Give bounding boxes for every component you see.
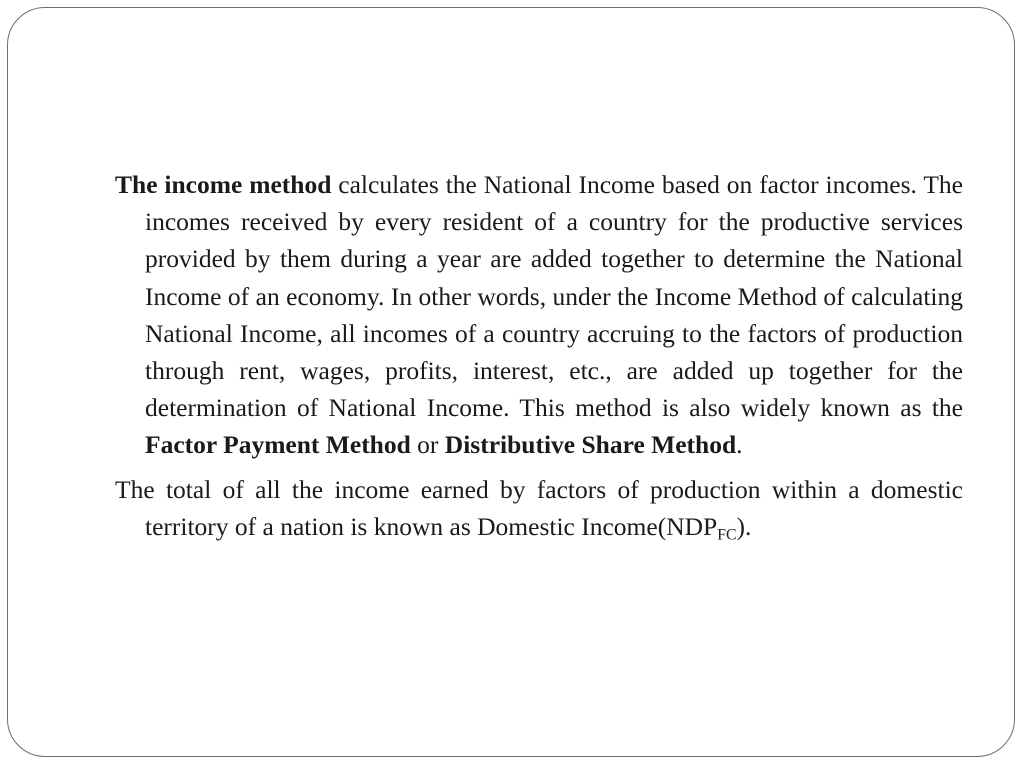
factor-payment-method-term: Factor Payment Method bbox=[145, 430, 411, 460]
income-method-description: calculates the National Income based on factor incomes. The incomes received by every resident of a country for the productive services provided by them during a year are added together to determine the National Income of an economy. In other words, under the Income Method of calculating National Income, all incomes of a country accruing to the factors of production through rent, wages, profits, interest, etc., are added up together for the determination of National Income. This method is also widely known as the bbox=[145, 170, 963, 423]
sentence-end: . bbox=[736, 430, 743, 460]
domestic-income-text: The total of all the income earned by factors of production within a domestic territory of a nation is known as Domestic Income(NDP bbox=[115, 474, 963, 541]
income-method-heading: The income method bbox=[115, 170, 332, 199]
slide-body bbox=[115, 166, 963, 545]
domestic-income-end: ). bbox=[736, 511, 752, 541]
paragraph-domestic-income bbox=[115, 471, 963, 545]
connector-text: or bbox=[417, 430, 439, 460]
paragraph-income-method bbox=[115, 166, 963, 464]
distributive-share-method-term: Distributive Share Method bbox=[444, 430, 737, 460]
fc-subscript: FC bbox=[717, 526, 737, 544]
